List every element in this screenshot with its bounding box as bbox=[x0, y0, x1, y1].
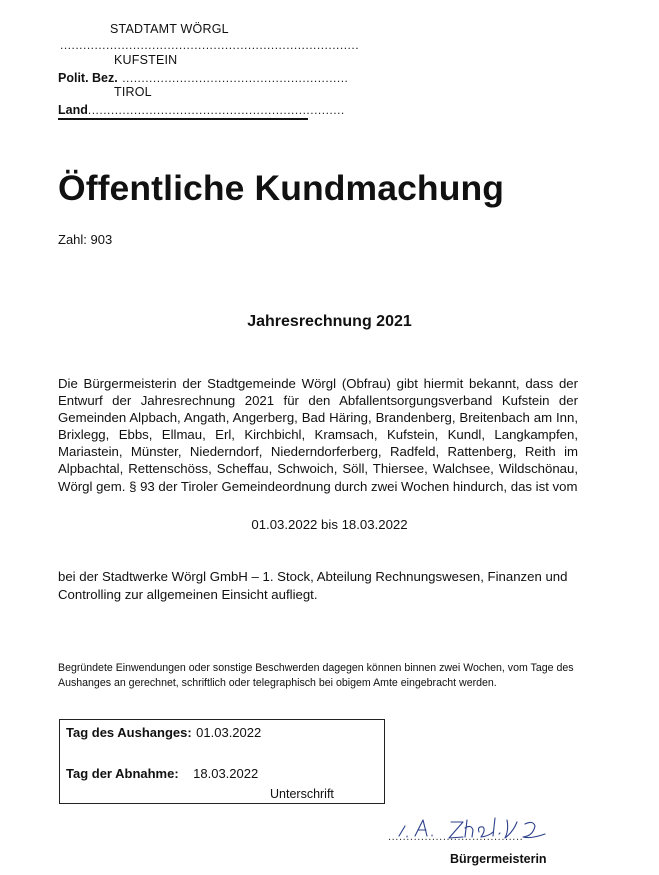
state-dotted-line: ................................................................... bbox=[87, 103, 345, 117]
state-label: Land bbox=[58, 103, 88, 117]
aushang-row bbox=[66, 724, 261, 742]
aushang-label: Tag des Aushanges: bbox=[66, 725, 192, 740]
abnahme-label: Tag der Abnahme: bbox=[66, 766, 179, 781]
abnahme-row bbox=[66, 765, 258, 783]
objection-note: Begründete Einwendungen oder sonstige Beschwerden dagegen können binnen zwei Wochen, vom Tage des Aushanges an gerechnet, schriftlich oder telegraphisch bei obigem Amte eingebracht werden. bbox=[58, 662, 574, 689]
page-title: Öffentliche Kundmachung bbox=[58, 168, 505, 208]
signature-dotted-line: ..................................... bbox=[388, 831, 524, 843]
state-value: TIROL bbox=[114, 85, 152, 99]
body-paragraph: Die Bürgermeisterin der Stadtgemeinde Wörgl (Obfrau) gibt hiermit bekannt, dass der Entwurf der Jahresrechnung 2021 für den Abfallentsorgungsverband Kufstein der Gemeinden Alpbach, Angath, Angerberg, Bad Häring, Brandenberg, Breitenbach am Inn, Brixlegg, Ebbs, Ellmau, Erl, Kirchbichl, Kramsach, Kufstein, Kundl, Langkampfen, Mariastein, Münster, Niederndorf, Niederndorferberg, Radfeld, Rattenberg, Reith im Alpbachtal, Rettenschöss, Scheffau, Schwoich, Söll, Thiersee, Walchsee, Wildschönau, Wörgl gem. § 93 der Tiroler Gemeindeordnung durch zwei Wochen hindurch, das ist vom bbox=[58, 376, 578, 494]
district-dotted-line: ........................................................... bbox=[122, 71, 349, 85]
date-range: 01.03.2022 bis 18.03.2022 bbox=[251, 517, 408, 532]
signature-caption: Unterschrift bbox=[270, 787, 334, 801]
document-subtitle: Jahresrechnung 2021 bbox=[247, 313, 412, 330]
header-rule bbox=[58, 118, 308, 120]
office-name: STADTAMT WÖRGL bbox=[110, 22, 229, 36]
location-paragraph: bei der Stadtwerke Wörgl GmbH – 1. Stock, Abteilung Rechnungswesen, Finanzen und Controlling zur allgemeinen Einsicht aufliegt. bbox=[58, 569, 568, 602]
district-label: Polit. Bez. bbox=[58, 71, 118, 85]
reference-number: Zahl: 903 bbox=[58, 232, 113, 247]
posting-dates-box bbox=[59, 719, 385, 804]
district-row bbox=[58, 69, 348, 87]
district-value: KUFSTEIN bbox=[114, 53, 178, 67]
aushang-date: 01.03.2022 bbox=[196, 725, 262, 740]
abnahme-date: 18.03.2022 bbox=[193, 766, 259, 781]
signature-title: Bürgermeisterin bbox=[450, 852, 547, 866]
state-row bbox=[58, 101, 345, 119]
office-dotted-line: .............................................................................. bbox=[60, 38, 360, 52]
